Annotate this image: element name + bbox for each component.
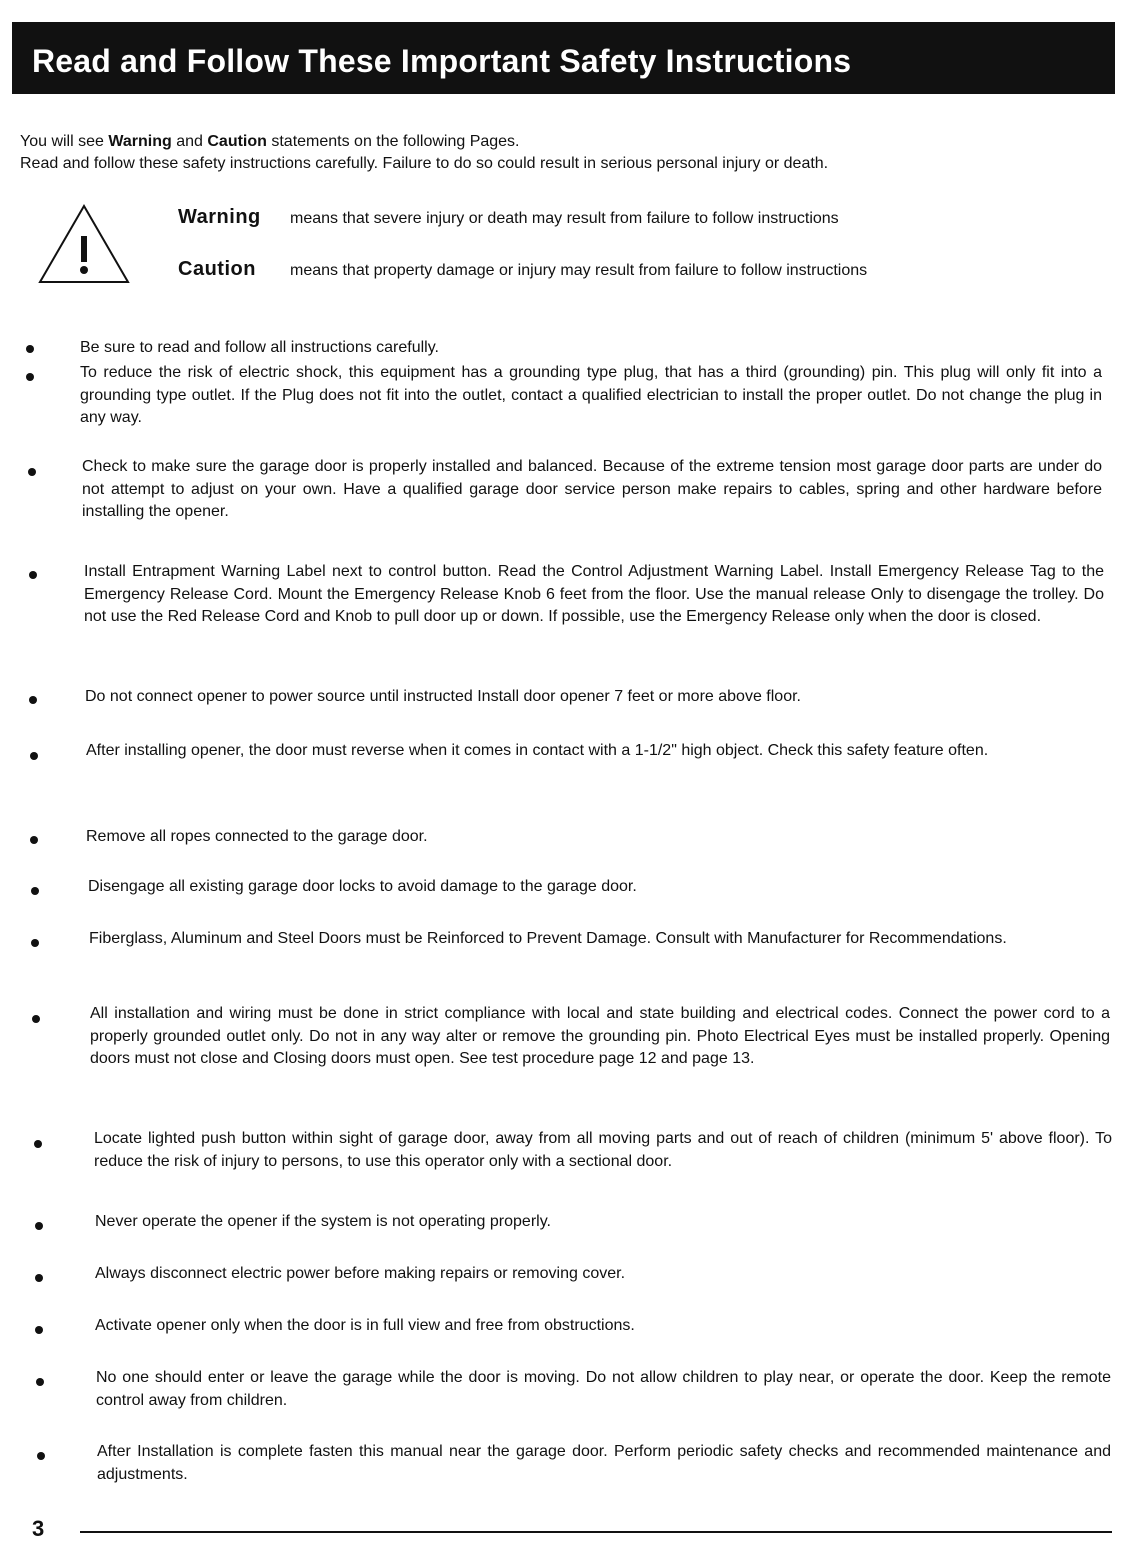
caution-term: Caution	[178, 258, 256, 280]
warning-description: means that severe injury or death may result from failure to follow instructions	[290, 210, 839, 227]
bullet-icon	[37, 1452, 45, 1460]
bullet-icon	[31, 939, 39, 947]
page-number: 3	[32, 1516, 45, 1541]
bullet-icon	[31, 887, 39, 895]
intro-warning-word: Warning	[108, 133, 172, 150]
bullet-icon	[30, 752, 38, 760]
instruction-text: Disengage all existing garage door locks to avoid damage to the garage door.	[88, 878, 637, 895]
instruction-text: Always disconnect electric power before making repairs or removing cover.	[95, 1265, 626, 1282]
footer-rule	[80, 1531, 1112, 1533]
bullet-icon	[26, 345, 34, 353]
instruction-text: Check to make sure the garage door is properly installed and balanced. Because of the extreme tension most garage door parts are under do not attempt to adjust on your own. Have a qualified garage door service person make repairs to cables, spring and other hardware before installing the opener.	[82, 458, 1102, 520]
bullet-icon	[35, 1326, 43, 1334]
warning-triangle-icon	[36, 202, 132, 286]
intro-line-1-suffix: statements on the following Pages.	[266, 133, 520, 150]
instruction-text: Activate opener only when the door is in full view and free from obstructions.	[95, 1317, 635, 1334]
instruction-text: After Installation is complete fasten this manual near the garage door. Perform periodic safety checks and recommended maintenance and adjustments.	[97, 1443, 1111, 1483]
intro-text	[20, 131, 1110, 175]
bullet-icon	[30, 836, 38, 844]
caution-definition	[178, 258, 867, 281]
bullet-icon	[32, 1015, 40, 1023]
intro-line-2: Read and follow these safety instructions carefully. Failure to do so could result in serious personal injury or death.	[20, 155, 829, 172]
intro-line-1-prefix: You will see	[20, 133, 109, 150]
intro-line-1	[20, 131, 1110, 153]
bullet-icon	[28, 468, 36, 476]
instruction-text: Locate lighted push button within sight of garage door, away from all moving parts and out of reach of children (minimum 5' above floor). To reduce the risk of injury to persons, to use this operator only with a sectional door.	[94, 1130, 1112, 1170]
instruction-text: Be sure to read and follow all instructions carefully.	[80, 339, 439, 356]
instruction-text: Do not connect opener to power source until instructed Install door opener 7 feet or more above floor.	[85, 688, 801, 705]
bullet-icon	[29, 696, 37, 704]
bullet-icon	[26, 373, 34, 381]
caution-description: means that property damage or injury may result from failure to follow instructions	[290, 262, 868, 279]
instruction-text: To reduce the risk of electric shock, this equipment has a grounding type plug, that has a third (grounding) pin. This plug will only fit into a grounding type outlet. If the Plug does not fit into the outlet, contact a qualified electrician to install the proper outlet. Do not change the plug in any way.	[80, 364, 1102, 426]
page-title: Read and Follow These Important Safety Instructions	[32, 42, 852, 79]
warning-caution-legend	[36, 196, 1106, 296]
bullet-icon	[35, 1222, 43, 1230]
bullet-icon	[34, 1140, 42, 1148]
bullet-icon	[36, 1378, 44, 1386]
instruction-text: No one should enter or leave the garage while the door is moving. Do not allow children to play near, or operate the door. Keep the remote control away from children.	[96, 1369, 1111, 1409]
instruction-text: Never operate the opener if the system is not operating properly.	[95, 1213, 551, 1230]
warning-term: Warning	[178, 206, 261, 228]
warning-definition	[178, 206, 839, 229]
instruction-text: After installing opener, the door must reverse when it comes in contact with a 1-1/2" high object. Check this safety feature often.	[86, 742, 989, 759]
instruction-text: Fiberglass, Aluminum and Steel Doors must be Reinforced to Prevent Damage. Consult with Manufacturer for Recommendations.	[89, 930, 1007, 947]
intro-line-1-and: and	[171, 133, 208, 150]
instruction-text: All installation and wiring must be done in strict compliance with local and state building and electrical codes. Connect the power cord to a properly grounded outlet only. Do not in any way alter or remove the grounding pin. Photo Electrical Eyes must be installed properly. Opening doors must not close and Closing doors must open. See test procedure page 12 and page 13.	[90, 1005, 1110, 1067]
instruction-text: Remove all ropes connected to the garage door.	[86, 828, 428, 845]
bullet-icon	[29, 571, 37, 579]
instruction-text: Install Entrapment Warning Label next to control button. Read the Control Adjustment Warning Label. Install Emergency Release Tag to the Emergency Release Cord. Mount the Emergency Release Knob 6 feet from the floor. Use the manual release Only to disengage the trolley. Do not use the Red Release Cord and Knob to pull door up or down. If possible, use the Emergency Release only when the door is closed.	[84, 563, 1104, 625]
bullet-icon	[35, 1274, 43, 1282]
intro-caution-word: Caution	[207, 133, 267, 150]
header-bar	[12, 22, 1115, 94]
